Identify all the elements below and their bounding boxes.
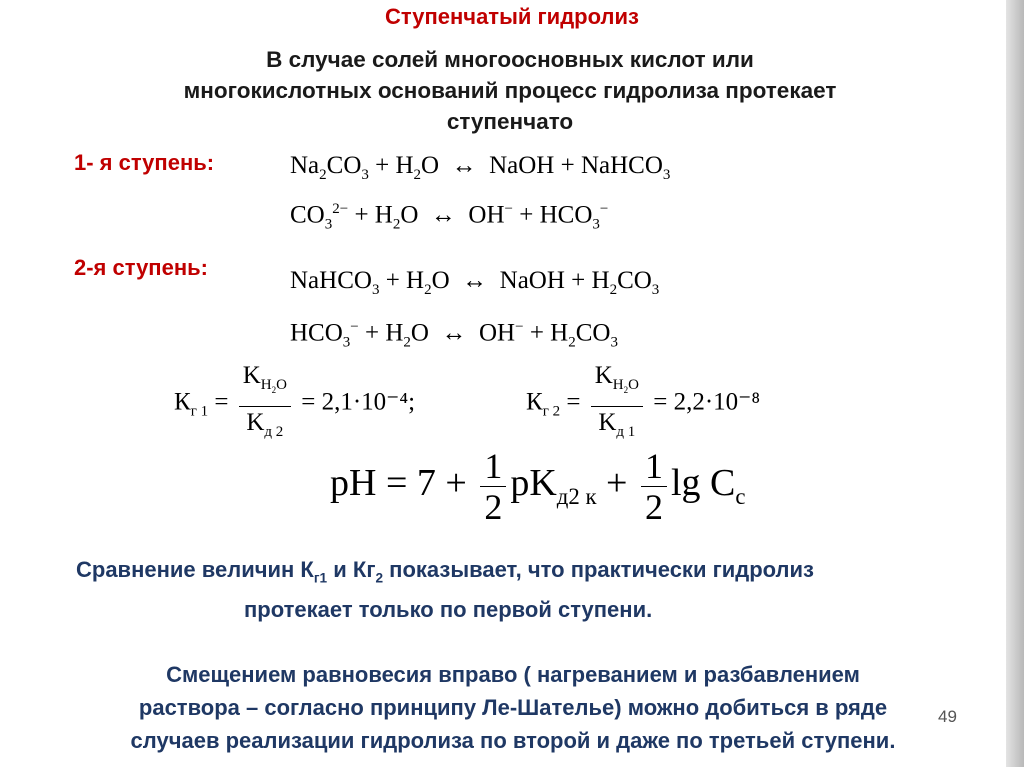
- shift-line-2: раствора – согласно принципу Ле-Шателье) можно добиться в ряде: [138, 695, 888, 720]
- ph-half-fraction-2: $\frac{1}{2}$: [641, 446, 667, 527]
- slide-frame-edge: [1006, 0, 1024, 767]
- step1-ionic-equation: $CO_3^{2-} + H_2O$ ↔ $OH^- + HCO_3^-$: [290, 201, 609, 233]
- ph-half-fraction-1: $\frac{1}{2}$: [480, 446, 506, 527]
- slide-title: Ступенчатый гидролиз: [385, 4, 639, 29]
- kg2-value: 2,2·10⁻⁸: [673, 388, 761, 416]
- comparison-line-2: протекает только по первой ступени.: [244, 597, 653, 623]
- intro-line-1: В случае солей многоосновных кислот или: [266, 47, 754, 72]
- step-2-label: 2-я ступень:: [74, 255, 208, 280]
- shift-text: [18, 658, 1008, 757]
- step1-molecular-equation: $Na_2CO_3 + H_2O$ ↔ NaOH + NaHCO$_3$: [290, 152, 671, 183]
- page-number: 49: [938, 707, 957, 726]
- kg2-formula: $К_{г 2}$ = $\frac{K_{H_2O}}{K_{д 1}}$ = 2,2·10⁻⁸: [526, 360, 760, 448]
- kg2-fraction: $\frac{K_{H_2O}}{K_{д 1}}$: [591, 360, 643, 448]
- step2-molecular-equation: NaHCO$_3$ + $H_2O$ ↔ NaOH + $H_2CO_3$: [290, 267, 660, 298]
- ph-formula: pH = 7 + $\frac{1}{2}$ $pK_{д2 к}$ + $\frac{1}{2}$ $\lg C_c$: [330, 446, 746, 527]
- step-1-label: 1- я ступень:: [74, 150, 215, 175]
- comparison-line-1: Сравнение величин $К_{г1}$ и $Кг_2$ показывает, что практически гидролиз: [76, 557, 814, 586]
- step2-ionic-equation: $HCO_3^- + H_2O$ ↔ $OH^- + H_2CO_3$: [290, 319, 618, 351]
- kg1-formula: $К_{г 1}$ = $\frac{K_{H_2O}}{K_{д 2}}$ = 2,1·10⁻⁴;: [174, 360, 415, 448]
- comparison-text: [40, 554, 1010, 626]
- intro-line-3: ступенчато: [446, 109, 574, 134]
- intro-text: [40, 44, 980, 137]
- kg1-fraction: $\frac{K_{H_2O}}{K_{д 2}}$: [239, 360, 291, 448]
- shift-line-1: Смещением равновесия вправо ( нагреванием и разбавлением: [166, 662, 860, 687]
- shift-line-3: случаев реализации гидролиза по второй и даже по третьей ступени.: [130, 728, 896, 753]
- intro-line-2: многокислотных оснований процесс гидролиза протекает: [183, 78, 837, 103]
- kg1-value: 2,1·10⁻⁴: [321, 388, 409, 416]
